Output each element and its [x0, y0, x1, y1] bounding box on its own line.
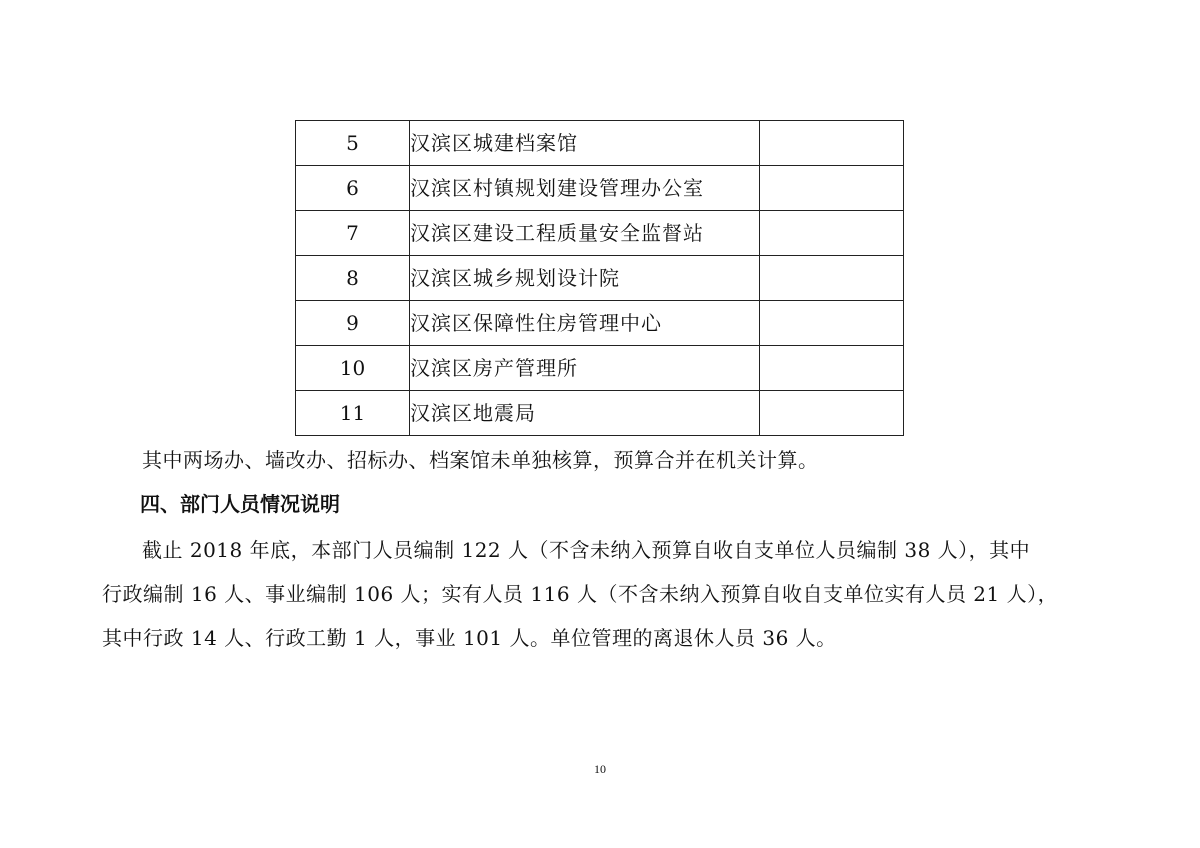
unit-name: 汉滨区地震局 [410, 391, 760, 436]
row-note [760, 301, 904, 346]
row-note [760, 211, 904, 256]
section-heading: 四、部门人员情况说明 [140, 492, 340, 516]
unit-name: 汉滨区村镇规划建设管理办公室 [410, 166, 760, 211]
row-number: 6 [296, 166, 410, 211]
row-number: 11 [296, 391, 410, 436]
row-number: 5 [296, 121, 410, 166]
unit-name: 汉滨区建设工程质量安全监督站 [410, 211, 760, 256]
table-row [296, 391, 904, 436]
row-note [760, 391, 904, 436]
page-number: 10 [594, 762, 606, 776]
table-row [296, 211, 904, 256]
row-number: 7 [296, 211, 410, 256]
staff-paragraph-line-3: 其中行政 14 人、行政工勤 1 人，事业 101 人。单位管理的离退休人员 36 人。 [102, 626, 837, 650]
row-number: 9 [296, 301, 410, 346]
unit-name: 汉滨区城建档案馆 [410, 121, 760, 166]
table-row [296, 166, 904, 211]
row-number: 10 [296, 346, 410, 391]
staff-paragraph-line-1: 截止 2018 年底，本部门人员编制 122 人（不含未纳入预算自收自支单位人员编制 38 人），其中 [142, 538, 1031, 562]
unit-name: 汉滨区城乡规划设计院 [410, 256, 760, 301]
table-row [296, 301, 904, 346]
row-note [760, 346, 904, 391]
units-table-body [296, 121, 904, 436]
table-row [296, 256, 904, 301]
row-number: 8 [296, 256, 410, 301]
table-row [296, 346, 904, 391]
accounting-note: 其中两场办、墙改办、招标办、档案馆未单独核算，预算合并在机关计算。 [142, 448, 819, 472]
units-table [295, 120, 904, 436]
unit-name: 汉滨区房产管理所 [410, 346, 760, 391]
row-note [760, 166, 904, 211]
unit-name: 汉滨区保障性住房管理中心 [410, 301, 760, 346]
row-note [760, 121, 904, 166]
row-note [760, 256, 904, 301]
staff-paragraph-line-2: 行政编制 16 人、事业编制 106 人；实有人员 116 人（不含未纳入预算自收自支单位实有人员 21 人）， [102, 582, 1059, 606]
table-row [296, 121, 904, 166]
